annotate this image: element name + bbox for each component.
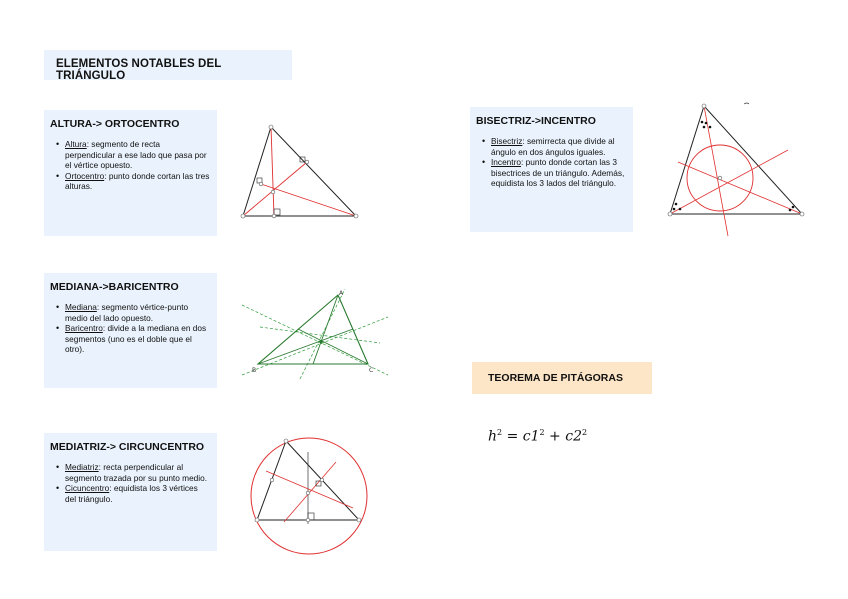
- pitagoras-heading: TEOREMA DE PITÁGORAS: [488, 372, 623, 384]
- mediana-heading: MEDIANA->BARICENTRO: [50, 281, 179, 293]
- mediatriz-heading: MEDIATRIZ-> CIRCUNCENTRO: [50, 441, 205, 453]
- altura-heading: ALTURA-> ORTOCENTRO: [50, 118, 180, 130]
- altura-card: [44, 110, 217, 236]
- mediana-label-a: A: [339, 290, 344, 297]
- pythagorean-formula: $h^2 = c1^2 + c2^2$: [488, 428, 588, 445]
- mediatriz-figure: [248, 432, 374, 560]
- bisectriz-item-2: • Incentro: punto donde cortan las 3 bisectrices de un triángulo. Además, equidista los 3 lados del triángulo.: [485, 157, 627, 189]
- mediana-label-c: C: [369, 367, 374, 374]
- pitagoras-title-box: [472, 362, 652, 394]
- mediatriz-item-2: • Cicuncentro: equidista los 3 vértices del triángulo.: [59, 483, 211, 504]
- altura-item-1: • Altura: segmento de recta perpendicular a ese lado que pasa por el vértice opuesto.: [59, 139, 211, 171]
- bisectriz-figure: [664, 96, 810, 236]
- mediana-item-1: • Mediana: segmento vértice-punto medio del lado opuesto.: [59, 302, 211, 323]
- altura-item-2: • Ortocentro: punto donde cortan las tres alturas.: [59, 171, 211, 192]
- bisectriz-item-1: • Bisectriz: semirrecta que divide al ángulo en dos ángulos iguales.: [485, 136, 627, 157]
- mediana-item-2: • Baricentro: divide a la mediana en dos segmentos (uno es el doble que el otro).: [59, 323, 211, 355]
- bisectriz-card: [470, 107, 633, 232]
- mediatriz-item-1: • Mediatriz: recta perpendicular al segmento trazada por su punto medio.: [59, 462, 211, 483]
- page-title-box: [44, 50, 292, 80]
- mediana-figure: [240, 287, 390, 379]
- bisectriz-heading: BISECTRIZ->INCENTRO: [476, 115, 596, 127]
- mediana-label-b: B: [252, 367, 257, 374]
- mediana-card: [44, 273, 217, 388]
- page-title: ELEMENTOS NOTABLES DEL TRIÁNGULO: [56, 58, 222, 82]
- mediatriz-card: [44, 433, 217, 551]
- altura-figure: [236, 120, 366, 225]
